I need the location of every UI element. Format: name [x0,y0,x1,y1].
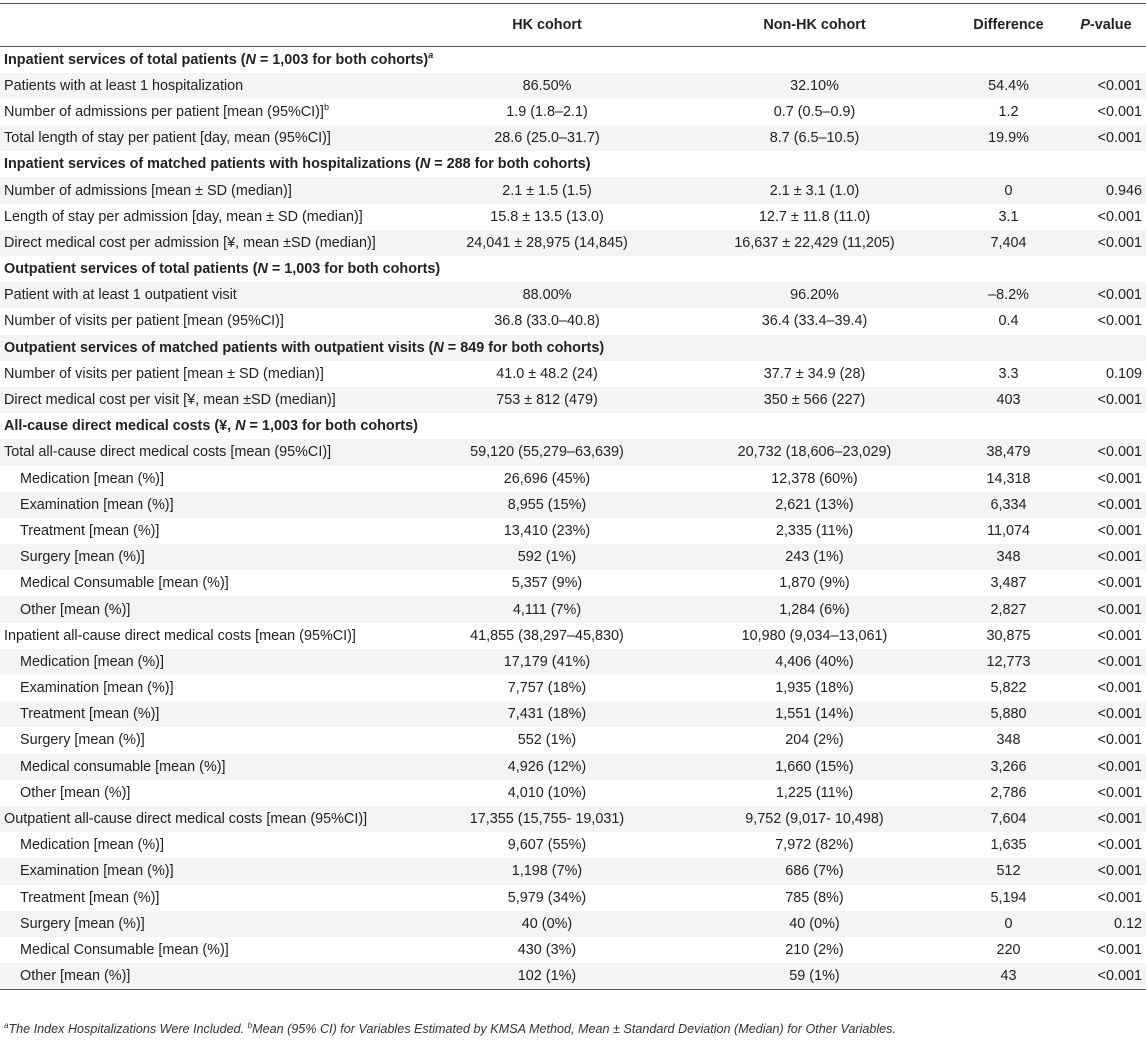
table-row [0,361,1146,387]
table-row [0,963,1146,989]
difference-value: 7,404 [990,234,1027,251]
table-row [0,544,1146,570]
table-footnote: $^a$The Index Hospitalizations Were Included. $^b$Mean (95% CI) for Variables Estimated by KMSA Method, Mean ± Standard Deviation (Median) for Other Variables. [4,1020,896,1036]
difference-value: 5,880 [990,706,1027,723]
difference-value: 1.2 [998,103,1019,120]
non-hk-cohort-value: 96.20% [790,287,839,304]
difference-value: 19.9% [988,130,1029,147]
row-label: Examination [mean (%)] [20,680,174,697]
row-label: Number of admissions per patient [mean (95%CI)]$^b$ [4,102,329,120]
row-label: Direct medical cost per visit [¥, mean ±SD (median)] [4,392,336,409]
row-label: Surgery [mean (%)] [20,915,145,932]
non-hk-cohort-value: 1,284 (6%) [779,601,850,618]
results-table [0,3,1146,990]
table-row [0,308,1146,334]
p-value: <0.001 [1097,496,1142,513]
p-value: 0.946 [1105,182,1142,199]
table-row [0,125,1146,151]
p-value: <0.001 [1097,77,1142,94]
table-row [0,754,1146,780]
non-hk-cohort-value: 785 (8%) [785,889,844,906]
row-label: Other [mean (%)] [0,963,416,989]
p-value: <0.001 [1097,941,1142,958]
difference-value: 5,822 [990,680,1027,697]
table-row [0,204,1146,230]
row-label: Medical Consumable [mean (%)] [20,575,229,592]
non-hk-cohort-value: 2,621 (13%) [775,496,854,513]
non-hk-cohort-value: 0.7 (0.5–0.9) [773,103,856,120]
difference-value: 220 [996,941,1021,958]
non-hk-cohort-value: 20,732 (18,606–23,029) [737,444,892,461]
hk-cohort-value: 24,041 ± 28,975 (14,845) [466,234,628,251]
difference-value: 6,334 [990,496,1027,513]
table-row [0,99,1146,125]
p-value: <0.001 [1097,784,1142,801]
hk-cohort-value: 7,431 (18%) [507,706,587,723]
table-row [0,832,1146,858]
hk-cohort-value: 1,198 (7%) [511,863,583,880]
row-label: Examination [mean (%)] [20,863,174,880]
header-p-value: P-value [1066,4,1146,47]
non-hk-cohort-value: 8.7 (6.5–10.5) [769,130,860,147]
p-value: <0.001 [1097,811,1142,828]
difference-value: 1,635 [990,837,1027,854]
difference-value: 3.1 [998,208,1019,225]
row-label: Medical Consumable [mean (%)] [20,941,229,958]
hk-cohort-value: 4,010 (10%) [507,784,587,801]
section-title: All-cause direct medical costs (¥, N = 1,003 for both cohorts) [4,418,418,435]
p-value: <0.001 [1097,234,1142,251]
p-value: <0.001 [1097,549,1142,566]
difference-value: 348 [996,549,1021,566]
hk-cohort-value: 41,855 (38,297–45,830) [470,627,624,644]
table-row [0,885,1146,911]
p-value: <0.001 [1097,889,1142,906]
non-hk-cohort-value: 32.10% [790,77,839,94]
header-non-hk-cohort: Non-HK cohort [678,4,951,47]
row-label: Inpatient all-cause direct medical costs [mean (95%CI)] [4,627,356,644]
table-row [0,623,1146,649]
table-row [0,466,1146,492]
difference-value: 30,875 [986,627,1031,644]
p-value: <0.001 [1097,653,1142,670]
table-row [0,570,1146,596]
p-value: <0.001 [1097,732,1142,749]
p-value: <0.001 [1097,522,1142,539]
non-hk-cohort-value: 59 (1%) [678,963,951,989]
difference-value: 14,318 [986,470,1031,487]
non-hk-cohort-value: 2,335 (11%) [775,522,854,539]
header-variable [0,4,416,47]
table-row [0,596,1146,622]
row-label: Examination [mean (%)] [20,496,174,513]
p-value: <0.001 [1097,758,1142,775]
hk-cohort-value: 36.8 (33.0–40.8) [494,313,600,330]
difference-value: –8.2% [988,287,1029,304]
table-row [0,492,1146,518]
table-row [0,177,1146,203]
table-row [0,701,1146,727]
section-title: Inpatient services of matched patients with hospitalizations (N = 288 for both cohorts) [4,156,591,173]
row-label: Treatment [mean (%)] [20,522,160,539]
row-label: Total length of stay per patient [day, mean (95%CI)] [4,130,331,147]
non-hk-cohort-value: 1,225 (11%) [775,784,854,801]
section-title: Inpatient services of total patients (N = 1,003 for both cohorts)$^a$ [4,50,434,68]
p-value: <0.001 [1097,103,1142,120]
p-value: <0.001 [1097,313,1142,330]
p-value: <0.001 [1097,470,1142,487]
row-label: Treatment [mean (%)] [20,889,160,906]
p-value: <0.001 [1097,392,1142,409]
p-value: <0.001 [1097,706,1142,723]
row-label: Surgery [mean (%)] [20,732,145,749]
hk-cohort-value: 4,926 (12%) [507,758,587,775]
table-row [0,518,1146,544]
hk-cohort-value: 15.8 ± 13.5 (13.0) [490,208,604,225]
difference-value: 348 [996,732,1021,749]
difference-value: 3,266 [990,758,1027,775]
hk-cohort-value: 102 (1%) [416,963,678,989]
hk-cohort-value: 59,120 (55,279–63,639) [470,444,624,461]
hk-cohort-value: 41.0 ± 48.2 (24) [496,365,598,382]
p-value: <0.001 [1097,837,1142,854]
hk-cohort-value: 17,355 (15,755- 19,031) [469,811,625,828]
difference-value: 0.4 [998,313,1019,330]
difference-value: 7,604 [990,811,1027,828]
hk-cohort-value: 88.00% [522,287,572,304]
non-hk-cohort-value: 37.7 ± 34.9 (28) [763,365,866,382]
table-body [0,47,1146,990]
header-difference: Difference [951,4,1066,47]
difference-value: 38,479 [986,444,1031,461]
row-label: Medication [mean (%)] [20,837,164,854]
difference-value: 54.4% [988,77,1029,94]
hk-cohort-value: 7,757 (18%) [507,680,587,697]
difference-value: 512 [996,863,1021,880]
section-header-row [0,413,1146,439]
section-header-row [0,47,1146,73]
difference-value: 3.3 [998,365,1019,382]
hk-cohort-value: 28.6 (25.0–31.7) [494,130,600,147]
non-hk-cohort-value: 36.4 (33.4–39.4) [761,313,868,330]
section-header-row [0,335,1146,361]
table-row [0,282,1146,308]
row-label: Other [mean (%)] [20,784,131,801]
hk-cohort-value: 753 ± 812 (479) [496,392,598,409]
non-hk-cohort-value: 12.7 ± 11.8 (11.0) [758,208,871,225]
p-value: <0.001 [1097,575,1142,592]
section-header-row [0,256,1146,282]
non-hk-cohort-value: 686 (7%) [785,863,844,880]
table-row [0,806,1146,832]
hk-cohort-value: 5,357 (9%) [511,575,583,592]
table-row [0,439,1146,465]
non-hk-cohort-value: 1,870 (9%) [779,575,850,592]
non-hk-cohort-value: 16,637 ± 22,429 (11,205) [734,234,895,251]
difference-value: 12,773 [986,653,1031,670]
table-row [0,911,1146,937]
hk-cohort-value: 17,179 (41%) [503,653,591,670]
hk-cohort-value: 9,607 (55%) [507,837,587,854]
row-label: Patient with at least 1 outpatient visit [4,287,237,304]
header-hk-cohort: HK cohort [416,4,678,47]
non-hk-cohort-value: 210 (2%) [785,941,844,958]
non-hk-cohort-value: 1,551 (14%) [775,706,854,723]
hk-cohort-value: 5,979 (34%) [507,889,587,906]
non-hk-cohort-value: 10,980 (9,034–13,061) [741,627,888,644]
row-label: Other [mean (%)] [20,601,131,618]
hk-cohort-value: 2.1 ± 1.5 (1.5) [502,182,592,199]
non-hk-cohort-value: 7,972 (82%) [775,837,854,854]
p-value: 0.12 [1113,915,1142,932]
row-label: Direct medical cost per admission [¥, mean ±SD (median)] [4,234,376,251]
row-label: Surgery [mean (%)] [20,549,145,566]
difference-value: 11,074 [987,522,1030,539]
difference-value: 43 [951,963,1066,989]
row-label: Number of visits per patient [mean ± SD (median)] [4,365,324,382]
section-title: Outpatient services of total patients (N = 1,003 for both cohorts) [4,261,441,278]
p-value: <0.001 [1097,444,1142,461]
table-row [0,387,1146,413]
table-row [0,675,1146,701]
hk-cohort-value: 26,696 (45%) [503,470,591,487]
table-row [0,73,1146,99]
row-label: Medication [mean (%)] [20,470,164,487]
section-title: Outpatient services of matched patients with outpatient visits (N = 849 for both cohorts) [4,339,605,356]
p-value: <0.001 [1097,627,1142,644]
p-value: <0.001 [1097,680,1142,697]
hk-cohort-value: 8,955 (15%) [507,496,587,513]
row-label: Number of visits per patient [mean (95%CI)] [4,313,284,330]
row-label: Treatment [mean (%)] [20,706,160,723]
p-value: <0.001 [1097,130,1142,147]
non-hk-cohort-value: 2.1 ± 3.1 (1.0) [769,182,860,199]
row-label: Medical consumable [mean (%)] [20,758,226,775]
header-row [0,4,1146,47]
non-hk-cohort-value: 1,935 (18%) [775,680,854,697]
table-row [0,649,1146,675]
table-row [0,858,1146,884]
hk-cohort-value: 86.50% [522,77,572,94]
non-hk-cohort-value: 40 (0%) [789,915,840,932]
p-value: 0.109 [1105,365,1142,382]
hk-cohort-value: 40 (0%) [521,915,573,932]
difference-value: 2,786 [990,784,1027,801]
row-label: Length of stay per admission [day, mean ± SD (median)] [4,208,363,225]
difference-value: 403 [996,392,1021,409]
non-hk-cohort-value: 1,660 (15%) [775,758,854,775]
hk-cohort-value: 13,410 (23%) [503,522,591,539]
p-value: <0.001 [1066,963,1146,989]
non-hk-cohort-value: 350 ± 566 (227) [763,392,866,409]
table-row [0,780,1146,806]
non-hk-cohort-value: 4,406 (40%) [775,653,854,670]
row-label: Outpatient all-cause direct medical costs [mean (95%CI)] [4,811,368,828]
table-row [0,727,1146,753]
p-value: <0.001 [1097,208,1142,225]
difference-value: 2,827 [990,601,1027,618]
row-label: Total all-cause direct medical costs [mean (95%CI)] [4,444,332,461]
section-header-row [0,151,1146,177]
p-value: <0.001 [1097,601,1142,618]
hk-cohort-value: 4,111 (7%) [512,601,582,618]
p-value: <0.001 [1097,863,1142,880]
hk-cohort-value: 552 (1%) [517,732,577,749]
table-row [0,230,1146,256]
non-hk-cohort-value: 243 (1%) [785,549,844,566]
hk-cohort-value: 1.9 (1.8–2.1) [506,103,588,120]
hk-cohort-value: 592 (1%) [517,549,577,566]
difference-value: 3,487 [990,575,1027,592]
non-hk-cohort-value: 204 (2%) [785,732,844,749]
table-row [0,937,1146,963]
difference-value: 5,194 [990,889,1027,906]
hk-cohort-value: 430 (3%) [517,941,577,958]
non-hk-cohort-value: 9,752 (9,017- 10,498) [745,811,884,828]
row-label: Number of admissions [mean ± SD (median)] [4,182,292,199]
row-label: Medication [mean (%)] [20,653,164,670]
difference-value: 0 [1004,182,1013,199]
non-hk-cohort-value: 12,378 (60%) [771,470,858,487]
row-label: Patients with at least 1 hospitalization [4,77,244,94]
difference-value: 0 [1004,915,1013,932]
p-value: <0.001 [1097,287,1142,304]
